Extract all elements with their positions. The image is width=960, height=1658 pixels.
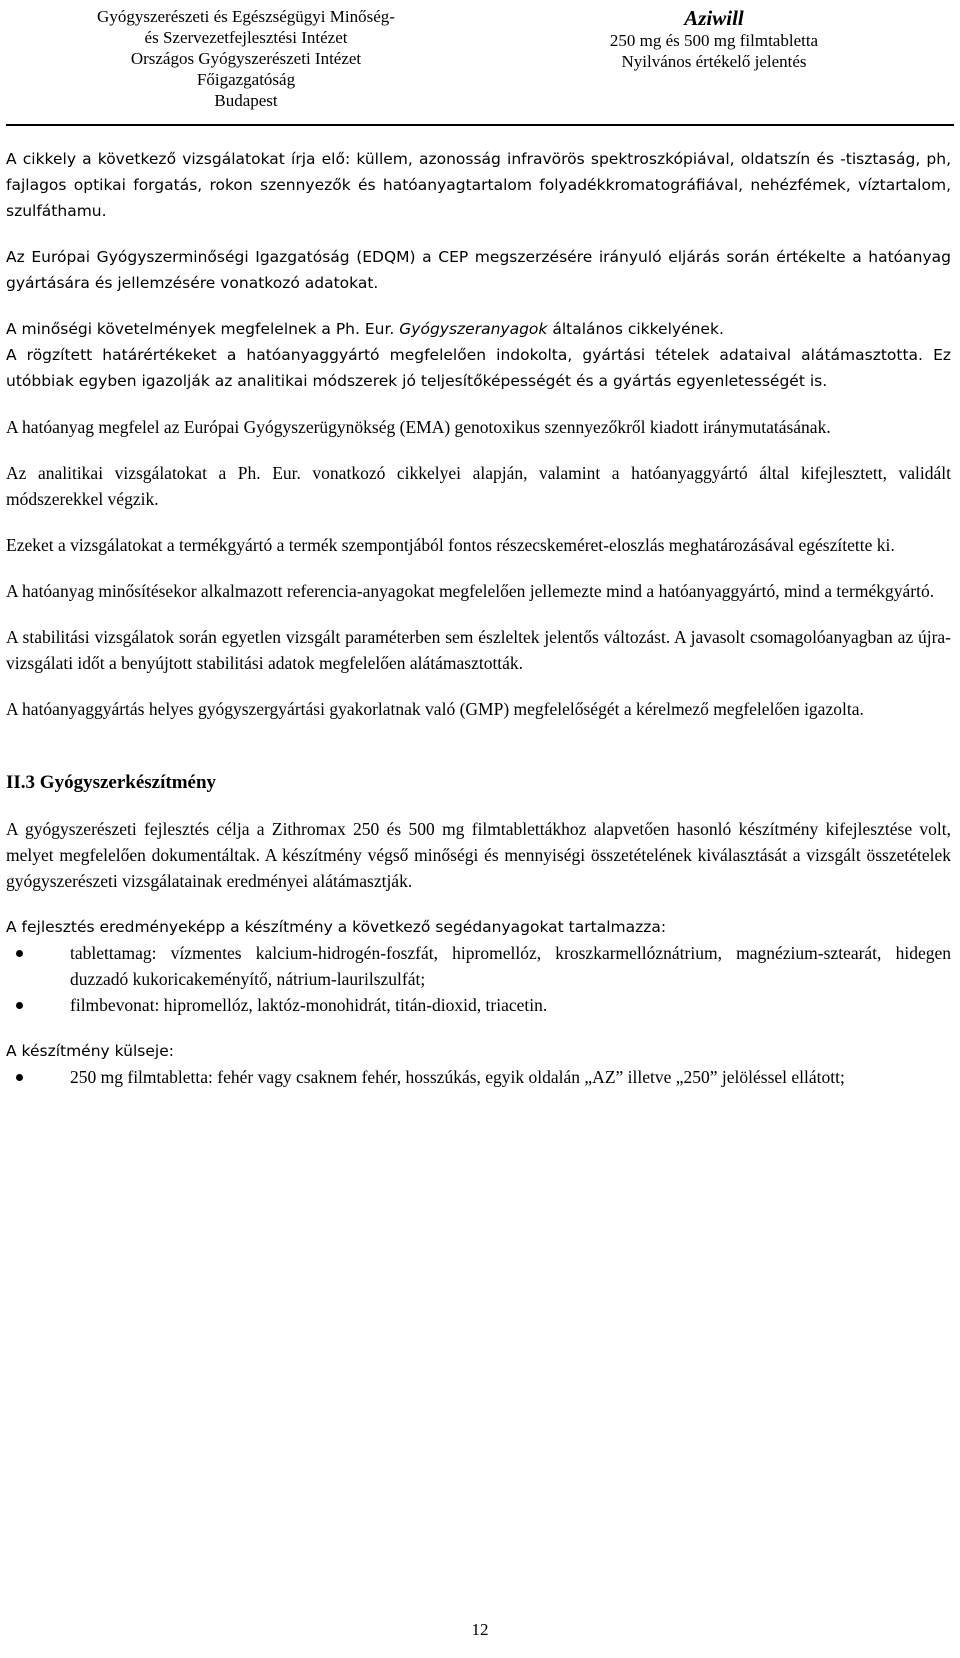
- product-block: [486, 6, 942, 72]
- paragraph-stability: A stabilitási vizsgálatok során egyetlen vizsgált paraméterben sem észleltek jelentős változást. A javasolt csomagolóanyagban az újra-vizsgálati időt a benyújtott stabilitási adatok megfelelően alátámasztották.: [6, 627, 951, 673]
- page-header: [6, 6, 954, 126]
- institute-line-3: Országos Gyógyszerészeti Intézet: [130, 49, 362, 68]
- paragraph-edqm: Az Európai Gyógyszerminőségi Igazgatóság (EDQM) a CEP megszerzésére irányuló eljárás során értékelte a hatóanyag gyártására és jellemzésére vonatkozó adatokat.: [6, 248, 951, 292]
- paragraph-reference: A hatóanyag minősítésekor alkalmazott referencia-anyagokat megfelelően jellemezte mind a hatóanyaggyártó, mind a termékgyártó.: [6, 581, 935, 601]
- appearance-list: [6, 1064, 951, 1090]
- report-type: Nyilvános értékelő jelentés: [621, 52, 807, 71]
- quality-text-a: A minőségi követelmények megfelelnek a Ph. Eur.: [6, 320, 395, 338]
- institute-line-4: Főigazgatóság: [196, 70, 296, 89]
- excipient-list: [6, 940, 951, 1018]
- quality-text-italic: Gyógyszeranyagok: [399, 320, 548, 338]
- paragraph-analytics: Az analitikai vizsgálatokat a Ph. Eur. vonatkozó cikkelyei alapján, valamint a hatóanyaggyártó által kifejlesztett, validált módszerekkel végzik.: [6, 463, 951, 509]
- list-item: tablettamag: vízmentes kalcium-hidrogén-foszfát, hipromellóz, kroszkarmellóznátrium, magnézium-sztearát, hidegen duzzadó kukoricakeményítő, nátrium-laurilszulfát;: [6, 940, 951, 992]
- paragraph-limits: [6, 342, 951, 394]
- product-name: Aziwill: [684, 6, 744, 30]
- paragraph-genotoxic: A hatóanyag megfelel az Európai Gyógyszerügynökség (EMA) genotoxikus szennyezőkről kiadott iránymutatásának.: [6, 417, 831, 437]
- page-number: 12: [471, 1620, 489, 1639]
- institute-block: [6, 6, 486, 111]
- paragraph-particle-size: Ezeket a vizsgálatokat a termékgyártó a termék szempontjából fontos részecskeméret-eloszlás meghatározásával egészítette ki.: [6, 535, 895, 555]
- limits-text-b: Ez utóbbiak egyben igazolják az analitikai módszerek jó teljesítőképességét és a gyártás egyenletességét is.: [6, 346, 951, 390]
- paragraph-appearance: A készítmény külseje:: [6, 1042, 174, 1060]
- paragraph-tests: A cikkely a következő vizsgálatokat írja elő: küllem, azonosság infravörös spektroszkópiával, oldatszín és -tisztaság, ph, fajlagos optikai forgatás, rokon szennyezők és hatóanyagtartalom folyadékkromatográfiával, nehézfémek, víztartalom, szulfáthamu.: [6, 150, 951, 220]
- section-heading: II.3 Gyógyszerkészítmény: [6, 772, 217, 793]
- limits-text-a: A rögzített határértékeket a hatóanyaggyártó megfelelően indokolta, gyártási tételek adataival alátámasztotta.: [6, 346, 923, 364]
- document-body: [6, 146, 951, 1110]
- list-item: filmbevonat: hipromellóz, laktóz-monohidrát, titán-dioxid, triacetin.: [6, 992, 951, 1018]
- quality-text-c: általános cikkelyének.: [552, 320, 724, 338]
- paragraph-gmp: A hatóanyaggyártás helyes gyógyszergyártási gyakorlatnak való (GMP) megfelelőségét a kérelmező megfelelően igazolta.: [6, 699, 864, 719]
- product-strength: 250 mg és 500 mg filmtabletta: [609, 31, 819, 50]
- paragraph-quality: [6, 316, 951, 342]
- paragraph-development: A gyógyszerészeti fejlesztés célja a Zithromax 250 és 500 mg filmtablettákhoz alapvetően hasonló készítmény kifejlesztése volt, melyet megfelelően dokumentáltak. A készítmény végső minőségi és mennyiségi összetételének kiválasztását a vizsgált összetételek gyógyszerészeti vizsgálatainak eredményei alátámasztják.: [6, 819, 951, 891]
- list-item: 250 mg filmtabletta: fehér vagy csaknem fehér, hosszúkás, egyik oldalán „AZ” illetve „250” jelöléssel ellátott;: [6, 1064, 951, 1090]
- paragraph-excipients: A fejlesztés eredményeképp a készítmény a következő segédanyagokat tartalmazza:: [6, 918, 667, 936]
- institute-line-1: Gyógyszerészeti és Egészségügyi Minőség-: [97, 7, 395, 26]
- institute-line-2: és Szervezetfejlesztési Intézet: [144, 28, 348, 47]
- institute-line-5: Budapest: [214, 91, 278, 110]
